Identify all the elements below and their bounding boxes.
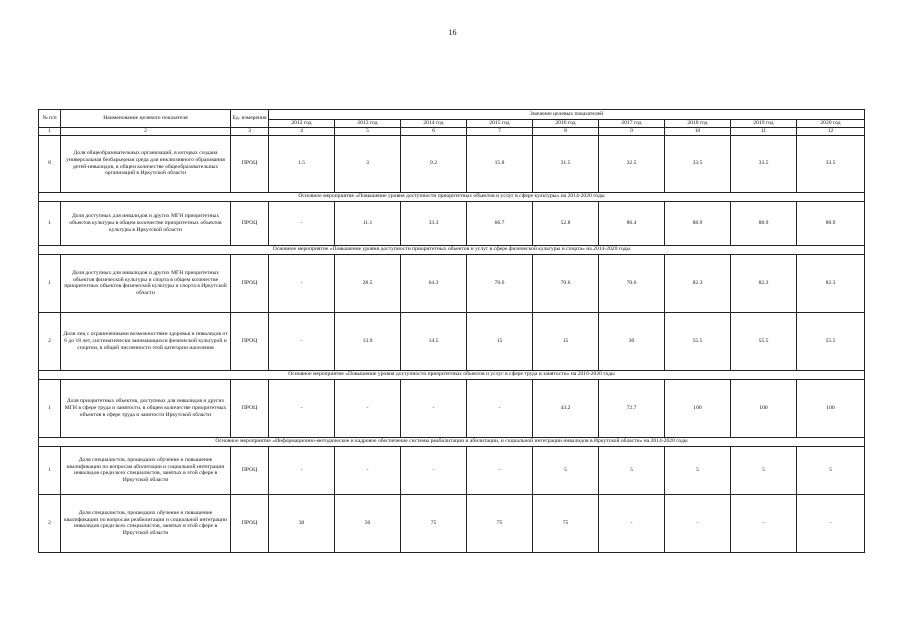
value-cell: 13.9 xyxy=(335,312,401,370)
column-number: 8 xyxy=(533,128,599,136)
value-cell: - xyxy=(401,379,467,437)
value-cell: 100 xyxy=(731,379,797,437)
column-number: 1 xyxy=(39,128,61,136)
value-cell: - xyxy=(269,446,335,494)
value-cell: 1.5 xyxy=(269,135,335,192)
header-year: 2015 год xyxy=(467,120,533,128)
value-cell: 82.3 xyxy=(665,254,731,312)
column-number: 3 xyxy=(231,128,269,136)
value-cell: 100 xyxy=(797,379,865,437)
value-cell: 55.5 xyxy=(665,312,731,370)
value-cell: 75 xyxy=(467,494,533,552)
table-body xyxy=(39,135,865,552)
value-cell: 55.5 xyxy=(731,312,797,370)
unit-cell: ПРОЦ xyxy=(231,201,269,245)
value-cell: 5 xyxy=(731,446,797,494)
row-number: 1 xyxy=(39,379,61,437)
section-title: Основное мероприятие «Информационно-методическое и кадровое обеспечение системы реабилитации и абилитации, и социальной интеграции инвалидов в Иркутской области» на 2014-2020 годы xyxy=(39,437,865,446)
table-row xyxy=(39,312,865,370)
value-cell: 14.5 xyxy=(401,312,467,370)
value-cell: - xyxy=(665,494,731,552)
value-cell: 43.2 xyxy=(533,379,599,437)
table-header xyxy=(39,110,865,136)
value-cell: 15.8 xyxy=(467,135,533,192)
column-number: 7 xyxy=(467,128,533,136)
header-year: 2019 год xyxy=(731,120,797,128)
header-year: 2013 год xyxy=(335,120,401,128)
value-cell: 82.3 xyxy=(797,254,865,312)
value-cell: 28.5 xyxy=(335,254,401,312)
table-row xyxy=(39,201,865,245)
value-cell: 52.8 xyxy=(533,201,599,245)
value-cell: - xyxy=(335,379,401,437)
column-number: 9 xyxy=(599,128,665,136)
value-cell: - xyxy=(269,379,335,437)
value-cell: 15 xyxy=(533,312,599,370)
value-cell: 66.7 xyxy=(467,201,533,245)
value-cell: - xyxy=(599,494,665,552)
row-number: 1 xyxy=(39,446,61,494)
unit-cell: ПРОЦ xyxy=(231,135,269,192)
value-cell: - xyxy=(797,494,865,552)
value-cell: 33.5 xyxy=(665,135,731,192)
column-number: 6 xyxy=(401,128,467,136)
unit-cell: ПРОЦ xyxy=(231,494,269,552)
header-year: 2016 год xyxy=(533,120,599,128)
value-cell: 3 xyxy=(335,135,401,192)
value-cell: 32.5 xyxy=(599,135,665,192)
row-number: 8 xyxy=(39,135,61,192)
value-cell: 70.6 xyxy=(467,254,533,312)
row-number: 2 xyxy=(39,312,61,370)
column-number: 2 xyxy=(61,128,231,136)
value-cell: 5 xyxy=(599,446,665,494)
indicator-name: Доля общеобразовательных организаций, в которых создана универсальная безбарьерная среда для инклюзивного образования детей-инвалидов, в общем количестве общеобразовательных организаций в Иркутской области xyxy=(61,135,231,192)
value-cell: 88.9 xyxy=(797,201,865,245)
value-cell: 86.4 xyxy=(599,201,665,245)
indicator-name: Доля специалистов, прошедших обучение и повышение квалификации по вопросам абилитации и социальной интеграции инвалидов среди всех специалистов, занятых в этой сфере в Иркутской области xyxy=(61,446,231,494)
header-year: 2012 год xyxy=(269,120,335,128)
value-cell: 30 xyxy=(269,494,335,552)
value-cell: - xyxy=(269,312,335,370)
indicators-table xyxy=(38,109,865,553)
page-number: 16 xyxy=(448,28,457,37)
value-cell: 33.5 xyxy=(731,135,797,192)
value-cell: 75 xyxy=(401,494,467,552)
section-title: Основное мероприятие «Повышение уровня доступности приоритетных объектов и услуг в сфере физической культуры и спорта» на 2014-2020 годы xyxy=(39,245,865,254)
value-cell: 82.3 xyxy=(731,254,797,312)
value-cell: 75 xyxy=(533,494,599,552)
value-cell: - xyxy=(467,446,533,494)
table-row xyxy=(39,446,865,494)
value-cell: 30 xyxy=(599,312,665,370)
column-number: 4 xyxy=(269,128,335,136)
indicator-name: Доля доступных для инвалидов и других МГН приоритетных объектов физической культуры и спорта в общем количестве приоритетных объектов физической культуры и спорта в Иркутской области xyxy=(61,254,231,312)
value-cell: 72.7 xyxy=(599,379,665,437)
value-cell: 55.5 xyxy=(797,312,865,370)
section-row xyxy=(39,370,865,379)
indicator-name: Доля специалистов, прошедших обучение и повышение квалификации по вопросам реабилитации и социальной интеграции инвалидов среди всех специалистов, занятых в этой сфере в Иркутской области xyxy=(61,494,231,552)
row-number: 1 xyxy=(39,254,61,312)
table-row xyxy=(39,135,865,192)
column-number: 5 xyxy=(335,128,401,136)
value-cell: 31.5 xyxy=(533,135,599,192)
table-row xyxy=(39,254,865,312)
header-unit: Ед. измерения xyxy=(231,110,269,128)
unit-cell: ПРОЦ xyxy=(231,446,269,494)
indicator-name: Доля лиц с ограниченными возможностями здоровья и инвалидов от 6 до 18 лет, систематически занимающихся физической культурой и спортом, в общей численности этой категории населения xyxy=(61,312,231,370)
value-cell: 64.3 xyxy=(401,254,467,312)
column-number: 12 xyxy=(797,128,865,136)
header-values-group: Значение целевых показателей xyxy=(269,110,865,120)
section-row xyxy=(39,192,865,201)
value-cell: 5 xyxy=(533,446,599,494)
table-row xyxy=(39,379,865,437)
unit-cell: ПРОЦ xyxy=(231,312,269,370)
indicator-name: Доля приоритетных объектов, доступных для инвалидов и других МГН в сфере труда и занятости, в общем количестве приоритетных объектов в сфере труда и занятости Иркутской области xyxy=(61,379,231,437)
section-row xyxy=(39,437,865,446)
value-cell: - xyxy=(467,379,533,437)
value-cell: 15 xyxy=(467,312,533,370)
value-cell: - xyxy=(335,446,401,494)
section-title: Основное мероприятие «Повышение уровня доступности приоритетных объектов и услуг в сфере культуры» на 2014-2020 годы xyxy=(39,192,865,201)
row-number: 2 xyxy=(39,494,61,552)
value-cell: 5 xyxy=(665,446,731,494)
value-cell: 5 xyxy=(797,446,865,494)
value-cell: 9.2 xyxy=(401,135,467,192)
section-title: Основное мероприятие «Повышение уровня доступности приоритетных объектов и услуг в сфере труда и занятости» на 2016-2020 годы xyxy=(39,370,865,379)
header-year: 2020 год xyxy=(797,120,865,128)
column-number: 10 xyxy=(665,128,731,136)
value-cell: - xyxy=(269,201,335,245)
table-row xyxy=(39,494,865,552)
column-number: 11 xyxy=(731,128,797,136)
header-num: № п/п xyxy=(39,110,61,128)
value-cell: 33.5 xyxy=(797,135,865,192)
unit-cell: ПРОЦ xyxy=(231,254,269,312)
value-cell: 33.3 xyxy=(401,201,467,245)
section-row xyxy=(39,245,865,254)
header-name: Наименование целевого показателя xyxy=(61,110,231,128)
unit-cell: ПРОЦ xyxy=(231,379,269,437)
value-cell: 11.1 xyxy=(335,201,401,245)
value-cell: 88.9 xyxy=(731,201,797,245)
value-cell: - xyxy=(731,494,797,552)
value-cell: 50 xyxy=(335,494,401,552)
header-year: 2014 год xyxy=(401,120,467,128)
value-cell: 70.6 xyxy=(533,254,599,312)
value-cell: - xyxy=(401,446,467,494)
indicator-name: Доля доступных для инвалидов и других МГН приоритетных объектов культуры в общем количестве приоритетных объектов культуры в Иркутской области xyxy=(61,201,231,245)
value-cell: 70.6 xyxy=(599,254,665,312)
header-year: 2017 год xyxy=(599,120,665,128)
header-year: 2018 год xyxy=(665,120,731,128)
value-cell: - xyxy=(269,254,335,312)
row-number: 1 xyxy=(39,201,61,245)
value-cell: 88.9 xyxy=(665,201,731,245)
value-cell: 100 xyxy=(665,379,731,437)
